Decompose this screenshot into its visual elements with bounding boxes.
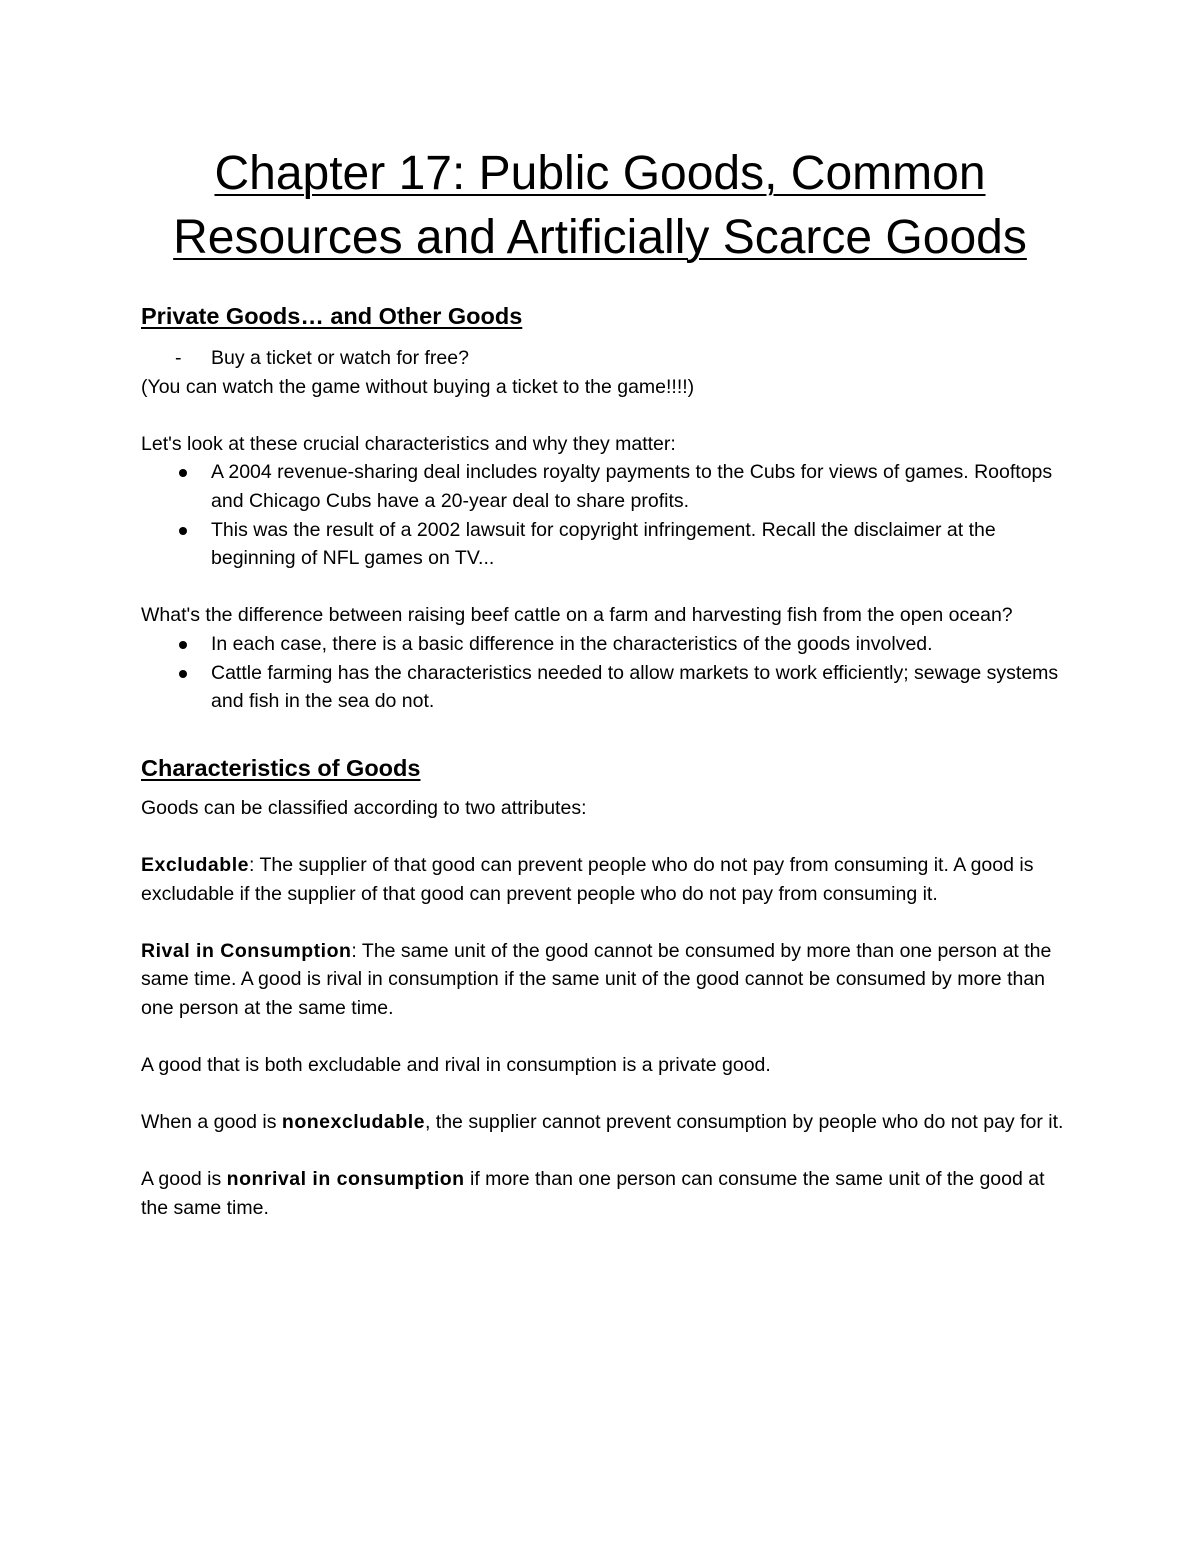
bullet-item: A 2004 revenue-sharing deal includes royalty payments to the Cubs for views of games. Rooftops and Chicago Cubs have a 20-year deal to share profits. — [141, 458, 1071, 515]
document-body — [141, 300, 1071, 1223]
nonrival-paragraph — [141, 1165, 1071, 1222]
rival-definition — [141, 937, 1071, 1023]
bullet-list-cattle — [141, 630, 1071, 716]
classification-intro: Goods can be classified according to two attributes: — [141, 796, 587, 819]
title-line-2: Resources and Artificially Scarce Goods — [173, 211, 1027, 264]
bullet-list-cubs — [141, 458, 1071, 572]
question-paragraph: What's the difference between raising beef cattle on a farm and harvesting fish from the open ocean? — [141, 604, 1013, 627]
intro-paragraph: Let's look at these crucial characteristics and why they matter: — [141, 432, 676, 455]
bullet-item: This was the result of a 2002 lawsuit for copyright infringement. Recall the disclaimer at the beginning of NFL games on TV... — [141, 516, 1071, 573]
nonexcludable-pre: When a good is — [141, 1111, 282, 1134]
nonrival-post: if more than one person can consume the same unit of the good at the same time. — [141, 1168, 1045, 1220]
bullet-item: In each case, there is a basic difference in the characteristics of the goods involved. — [141, 630, 1071, 659]
document-title — [100, 142, 1100, 270]
title-line-1: Chapter 17: Public Goods, Common — [214, 147, 986, 200]
section-heading-characteristics: Characteristics of Goods — [141, 754, 421, 781]
note-paragraph: (You can watch the game without buying a ticket to the game!!!!) — [141, 375, 695, 398]
dash-list — [141, 344, 1071, 373]
excludable-term: Excludable — [141, 853, 249, 876]
excludable-definition — [141, 851, 1071, 908]
nonexcludable-post: , the supplier cannot prevent consumption by people who do not pay for it. — [424, 1111, 1064, 1134]
private-good-paragraph: A good that is both excludable and rival in consumption is a private good. — [141, 1054, 771, 1077]
nonexcludable-paragraph — [141, 1108, 1071, 1137]
section-heading-private-goods: Private Goods… and Other Goods — [141, 303, 523, 329]
dash-list-item: - Buy a ticket or watch for free? — [141, 344, 1071, 373]
excludable-text: : The supplier of that good can prevent people who do not pay from consuming it. A good is excludable if the supplier of that good can prevent people who do not pay from consuming it. — [141, 853, 1034, 905]
rival-text: : The same unit of the good cannot be consumed by more than one person at the same time. A good is rival in consumption if the same unit of the good cannot be consumed by more than one person at the same time. — [141, 939, 1052, 1019]
nonexcludable-term: nonexcludable — [281, 1111, 425, 1134]
nonrival-pre: A good is — [141, 1168, 227, 1191]
bullet-item: Cattle farming has the characteristics needed to allow markets to work efficiently; sewage systems and fish in the sea do not. — [141, 659, 1071, 716]
nonrival-term: nonrival in consumption — [226, 1168, 465, 1191]
rival-term: Rival in Consumption — [141, 939, 352, 962]
